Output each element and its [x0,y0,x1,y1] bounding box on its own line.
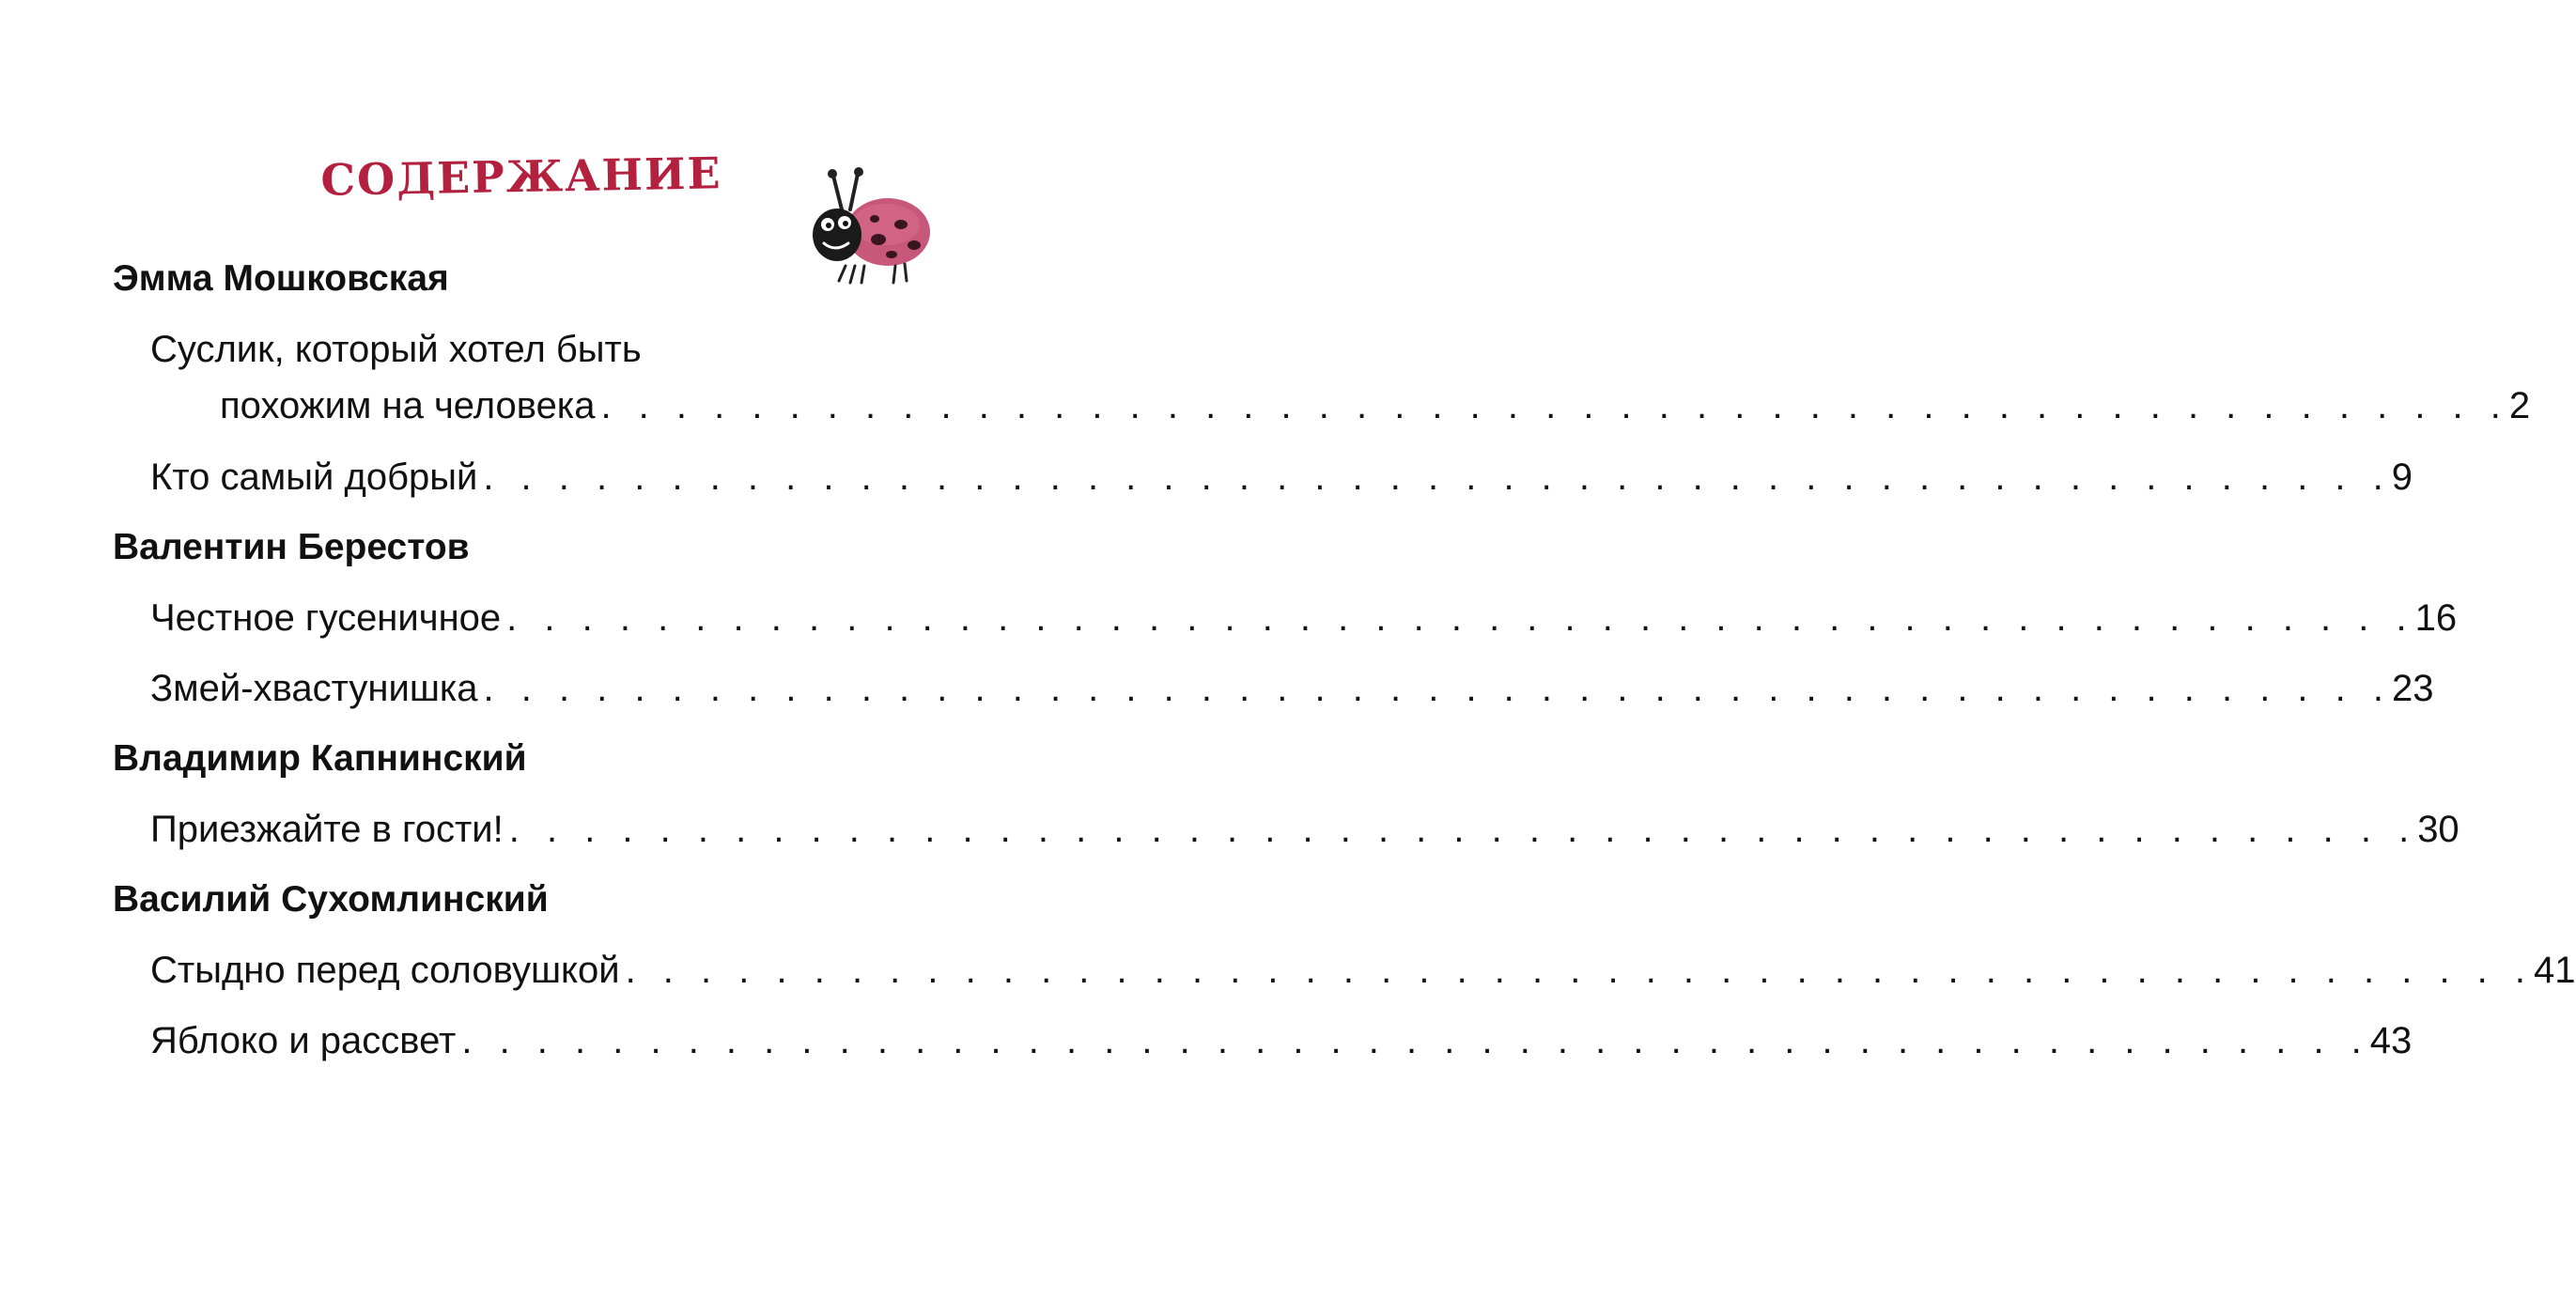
toc-entry[interactable] [150,667,2434,710]
entry-title-line: Суслик, который хотел быть [150,329,642,370]
page-number: 41 [2534,950,2576,991]
dot-leader: . . . . . . . . . . . . . . . . . . . . . . . . . . . . . . . . . . . . . . . . . . . . . . . . . . . [600,385,2509,426]
entry-title: Яблоко и рассвет [150,1020,457,1061]
author-heading: Валентин Берестов [113,527,470,567]
page-number: 43 [2369,1020,2413,1061]
page-number: 2 [2508,385,2531,426]
page-number: 9 [2391,456,2413,498]
entry-title: Змей-хвастунишка [150,668,478,709]
toc-entry[interactable] [150,596,2458,640]
entry-title: Честное гусеничное [150,597,502,639]
entry-title: Приезжайте в гости! [150,809,504,850]
entry-title: похожим на человека [220,385,596,426]
toc-entry[interactable] [150,949,2576,992]
ladybug-icon [803,164,935,286]
toc-entry[interactable] [150,1019,2413,1062]
page-number: 30 [2417,809,2460,850]
page-title: СОДЕРЖАНИЕ [320,147,722,206]
author-heading: Владимир Капнинский [113,738,527,779]
page-number: 16 [2414,597,2458,639]
dot-leader: . . . . . . . . . . . . . . . . . . . . . . . . . . . . . . . . . . . . . . . . . . . . . . . . . . . [483,668,2392,709]
toc-entry[interactable] [150,808,2460,851]
dot-leader: . . . . . . . . . . . . . . . . . . . . . . . . . . . . . . . . . . . . . . . . . . . . . . . . . . . [483,456,2392,498]
entry-title: Кто самый добрый [150,456,478,498]
toc-entry[interactable] [150,456,2413,499]
page-number: 23 [2392,668,2434,709]
dot-leader: . . . . . . . . . . . . . . . . . . . . . . . . . . . . . . . . . . . . . . . . . . . . . . . . . . . [461,1020,2370,1061]
entry-title: Стыдно перед соловушкой [150,950,620,991]
author-heading: Эмма Мошковская [113,258,449,299]
toc-entry[interactable] [220,384,2531,427]
dot-leader: . . . . . . . . . . . . . . . . . . . . . . . . . . . . . . . . . . . . . . . . . . . . . . . . . . . [625,950,2535,991]
author-heading: Василий Сухомлинский [113,879,549,920]
dot-leader: . . . . . . . . . . . . . . . . . . . . . . . . . . . . . . . . . . . . . . . . . . . . . . . . . . . [508,809,2418,850]
dot-leader: . . . . . . . . . . . . . . . . . . . . . . . . . . . . . . . . . . . . . . . . . . . . . . . . . . . [506,597,2415,639]
